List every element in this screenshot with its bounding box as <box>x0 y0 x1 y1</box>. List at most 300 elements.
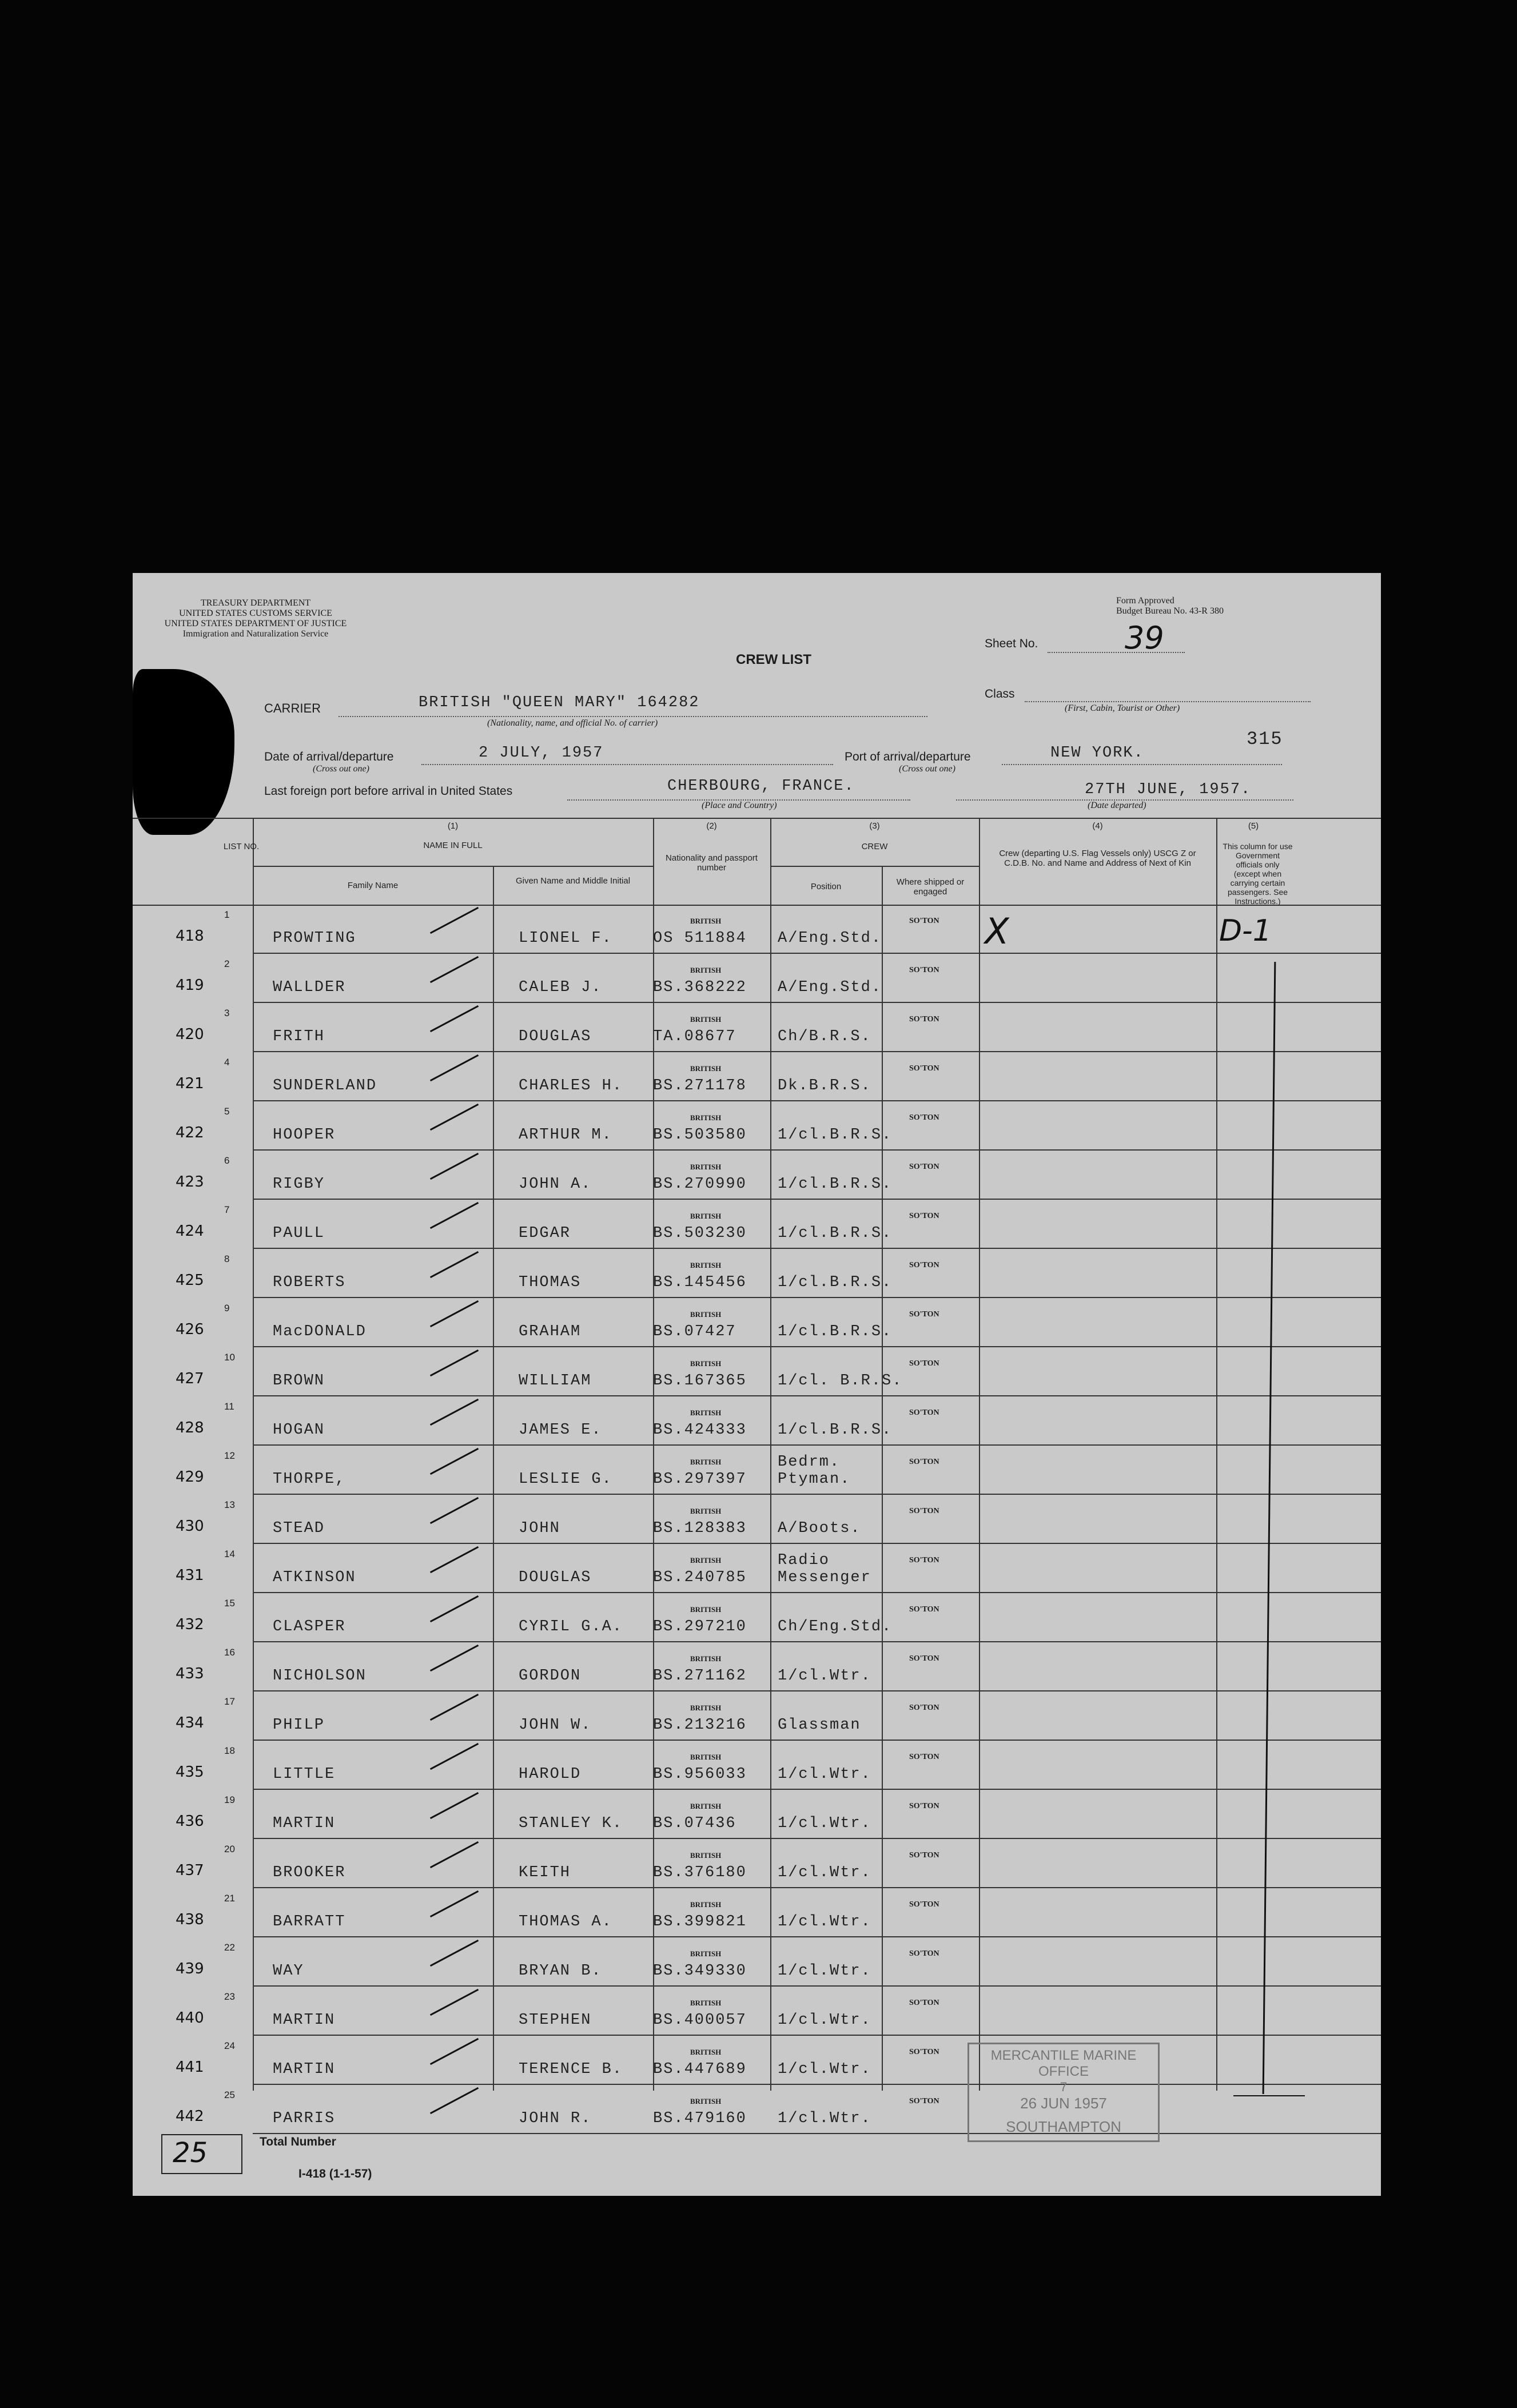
nationality: BRITISH <box>690 1949 722 1958</box>
nationality: BRITISH <box>690 1458 722 1466</box>
where-shipped: SO'TON <box>909 1556 939 1565</box>
col5-title: This column for use Government officials only (except when carrying certain passengers. See Instructions.) <box>1223 842 1293 906</box>
stamp-date: 26 JUN 1957 <box>1020 2095 1107 2112</box>
departed-hint: (Date departed) <box>1088 801 1146 810</box>
check-mark <box>430 1153 479 1180</box>
table-row <box>133 1495 1381 1544</box>
ink-blot <box>133 669 234 835</box>
where-shipped: SO'TON <box>909 1163 939 1171</box>
given-name-header: Given Name and Middle Initial <box>515 876 631 886</box>
list-number: 434 <box>176 1714 204 1732</box>
where-shipped: SO'TON <box>909 1359 939 1368</box>
total-number-label: Total Number <box>260 2135 336 2148</box>
where-shipped: SO'TON <box>909 1605 939 1614</box>
family-name: ROBERTS <box>273 1274 346 1291</box>
sheet-label: Sheet No. <box>985 637 1038 650</box>
given-name: ARTHUR M. <box>519 1127 612 1144</box>
line-number: 24 <box>224 2040 235 2051</box>
col5-ditto-end <box>1233 2095 1305 2096</box>
list-number: 424 <box>176 1223 204 1240</box>
table-row <box>133 1101 1381 1151</box>
list-number: 430 <box>176 1518 204 1535</box>
departed-value: 27TH JUNE, 1957. <box>1085 781 1252 798</box>
list-number: 419 <box>176 977 204 994</box>
check-mark <box>430 1792 479 1819</box>
passport-number: BS.503230 <box>653 1225 747 1242</box>
where-shipped: SO'TON <box>909 2097 939 2105</box>
position: 1/cl.Wtr. <box>778 1815 871 1832</box>
col2-title: Nationality and passport number <box>666 853 758 873</box>
class-label: Class <box>985 687 1015 700</box>
family-name: MARTIN <box>273 2012 336 2029</box>
passport-number: BS.240785 <box>653 1569 747 1586</box>
given-name: THOMAS <box>519 1274 582 1291</box>
given-name: LESLIE G. <box>519 1471 612 1488</box>
family-name: HOGAN <box>273 1422 325 1439</box>
class-hint: (First, Cabin, Tourist or Other) <box>1065 703 1180 713</box>
given-name: HAROLD <box>519 1766 582 1783</box>
agency-header <box>161 598 350 639</box>
given-name: KEITH <box>519 1864 571 1881</box>
line-number: 11 <box>224 1401 234 1412</box>
table-row <box>133 2036 1381 2085</box>
given-name: EDGAR <box>519 1225 571 1242</box>
form-approved: Form Approved <box>1116 596 1174 606</box>
list-number: 431 <box>176 1567 204 1584</box>
passport-number: BS.424333 <box>653 1422 747 1439</box>
nationality: BRITISH <box>690 1212 722 1220</box>
given-name: JOHN W. <box>519 1717 592 1734</box>
port-cross-hint: (Cross out one) <box>899 764 955 774</box>
port-value: NEW YORK. <box>1050 745 1144 762</box>
family-name: MacDONALD <box>273 1323 367 1340</box>
form-number: I-418 (1-1-57) <box>298 2167 372 2180</box>
arrival-date-label: Date of arrival/departure <box>264 750 394 763</box>
position: 1/cl.B.R.S. <box>778 1176 893 1193</box>
check-mark <box>430 1595 479 1622</box>
line-number: 12 <box>224 1450 235 1461</box>
passport-number: BS.271178 <box>653 1077 747 1094</box>
family-name: NICHOLSON <box>273 1667 367 1685</box>
table-row <box>133 1987 1381 2036</box>
position: 1/cl.Wtr. <box>778 2061 871 2078</box>
family-name: STEAD <box>273 1520 325 1537</box>
given-name: DOUGLAS <box>519 1569 592 1586</box>
table-row <box>133 1937 1381 1987</box>
agency-line-1: TREASURY DEPARTMENT <box>200 598 311 608</box>
family-name: WAY <box>273 1963 304 1980</box>
carrier-hint: (Nationality, name, and official No. of carrier) <box>487 718 658 728</box>
table-row <box>133 1642 1381 1691</box>
position: 1/cl.Wtr. <box>778 1963 871 1980</box>
given-name: BRYAN B. <box>519 1963 602 1980</box>
passport-number: BS.368222 <box>653 979 747 996</box>
given-name: LIONEL F. <box>519 930 612 947</box>
check-mark <box>430 2087 479 2114</box>
position: Ch/Eng.Std. <box>778 1618 893 1635</box>
line-number: 23 <box>224 1991 235 2002</box>
list-number: 436 <box>176 1813 204 1830</box>
where-shipped: SO'TON <box>909 917 939 925</box>
check-mark <box>430 1989 479 2016</box>
position: 1/cl.Wtr. <box>778 2012 871 2029</box>
line-number: 21 <box>224 1893 235 1904</box>
table-row <box>133 1790 1381 1839</box>
list-number: 421 <box>176 1075 204 1092</box>
where-shipped: SO'TON <box>909 1900 939 1909</box>
line-number: 7 <box>224 1204 230 1215</box>
list-number: 440 <box>176 2009 204 2027</box>
nationality: BRITISH <box>690 2048 722 2056</box>
family-name: RIGBY <box>273 1176 325 1193</box>
position: Dk.B.R.S. <box>778 1077 871 1094</box>
table-row <box>133 1741 1381 1790</box>
form-title: CREW LIST <box>736 652 811 667</box>
passport-number: BS.167365 <box>653 1372 747 1390</box>
where-shipped: SO'TON <box>909 1408 939 1417</box>
check-mark <box>430 1104 479 1131</box>
family-name: PAULL <box>273 1225 325 1242</box>
check-mark <box>430 1350 479 1376</box>
check-mark <box>430 1448 479 1475</box>
nationality: BRITISH <box>690 1015 722 1024</box>
col4-number: (4) <box>1092 821 1103 831</box>
family-name: PROWTING <box>273 930 356 947</box>
position: A/Eng.Std. <box>778 930 882 947</box>
nationality: BRITISH <box>690 1999 722 2007</box>
position: 1/cl.B.R.S. <box>778 1323 893 1340</box>
col2-number: (2) <box>706 821 717 831</box>
family-name: HOOPER <box>273 1127 336 1144</box>
nationality: BRITISH <box>690 1310 722 1319</box>
line-number: 2 <box>224 958 230 969</box>
given-name: WILLIAM <box>519 1372 592 1390</box>
family-name-header: Family Name <box>347 881 399 890</box>
check-mark <box>430 1546 479 1573</box>
nationality: BRITISH <box>690 1163 722 1171</box>
stamp-line-3: 7 <box>1060 2080 1068 2094</box>
table-row <box>133 905 1381 954</box>
nationality: BRITISH <box>690 1507 722 1515</box>
given-name: JOHN A. <box>519 1176 592 1193</box>
nationality: BRITISH <box>690 1851 722 1860</box>
passport-number: BS.400057 <box>653 2012 747 2029</box>
family-name: BARRATT <box>273 1913 346 1931</box>
position: Glassman <box>778 1717 861 1734</box>
arrival-date-value: 2 JULY, 1957 <box>479 745 604 762</box>
family-name: MARTIN <box>273 1815 336 1832</box>
family-name: WALLDER <box>273 979 346 996</box>
passport-number: BS.07427 <box>653 1323 736 1340</box>
check-mark <box>430 1005 479 1032</box>
given-name: STANLEY K. <box>519 1815 623 1832</box>
table-row <box>133 1888 1381 1937</box>
nationality: BRITISH <box>690 1703 722 1712</box>
given-name: STEPHEN <box>519 2012 592 2029</box>
position: A/Boots. <box>778 1520 861 1537</box>
passport-number: BS.479160 <box>653 2110 747 2127</box>
passport-number: BS.07436 <box>653 1815 736 1832</box>
nationality: BRITISH <box>690 1753 722 1761</box>
table-row <box>133 954 1381 1003</box>
last-port-label: Last foreign port before arrival in United States <box>264 785 513 798</box>
passport-number: BS.270990 <box>653 1176 747 1193</box>
position: 1/cl.Wtr. <box>778 2110 871 2127</box>
line-number: 20 <box>224 1844 235 1854</box>
last-port-value: CHERBOURG, FRANCE. <box>667 778 855 795</box>
col5-mark: D-1 <box>1219 914 1272 948</box>
col4-mark: X <box>985 910 1009 952</box>
nationality: BRITISH <box>690 1408 722 1417</box>
where-shipped: SO'TON <box>909 1654 939 1663</box>
position: Bedrm. Ptyman. <box>778 1454 851 1488</box>
family-name: THORPE, <box>273 1471 346 1488</box>
where-shipped: SO'TON <box>909 1703 939 1712</box>
check-mark <box>430 907 479 934</box>
position: 1/cl.B.R.S. <box>778 1274 893 1291</box>
table-row <box>133 1151 1381 1200</box>
table-row <box>133 1544 1381 1593</box>
list-number: 418 <box>176 928 204 945</box>
nationality: BRITISH <box>690 966 722 974</box>
budget-bureau: Budget Bureau No. 43-R 380 <box>1116 606 1224 616</box>
list-number: 423 <box>176 1173 204 1191</box>
list-number: 432 <box>176 1616 204 1633</box>
check-mark <box>430 1645 479 1671</box>
list-number: 435 <box>176 1764 204 1781</box>
arrival-cross-hint: (Cross out one) <box>313 764 369 774</box>
line-number: 15 <box>224 1598 235 1609</box>
passport-number: BS.956033 <box>653 1766 747 1783</box>
passport-number: BS.213216 <box>653 1717 747 1734</box>
line-number: 3 <box>224 1008 230 1018</box>
passport-number: BS.503580 <box>653 1127 747 1144</box>
line-number: 4 <box>224 1057 230 1068</box>
check-mark <box>430 1841 479 1868</box>
position: 1/cl.Wtr. <box>778 1913 871 1931</box>
agency-line-3: UNITED STATES DEPARTMENT OF JUSTICE <box>164 619 347 628</box>
where-shipped: SO'TON <box>909 1753 939 1761</box>
position: 1/cl. B.R.S. <box>778 1372 903 1390</box>
family-name: BROWN <box>273 1372 325 1390</box>
where-shipped: SO'TON <box>909 2048 939 2056</box>
nationality: BRITISH <box>690 1359 722 1368</box>
col1-number: (1) <box>447 821 459 831</box>
total-box <box>161 2134 242 2174</box>
list-number: 429 <box>176 1468 204 1486</box>
given-name: CYRIL G.A. <box>519 1618 623 1635</box>
where-shipped: SO'TON <box>909 1113 939 1122</box>
table-row <box>133 1200 1381 1249</box>
line-number: 17 <box>224 1696 235 1707</box>
table-row <box>133 1691 1381 1741</box>
list-number: 438 <box>176 1911 204 1928</box>
given-name: JOHN R. <box>519 2110 592 2127</box>
passport-number: TA.08677 <box>653 1028 736 1045</box>
passport-number: BS.128383 <box>653 1520 747 1537</box>
nationality: BRITISH <box>690 2097 722 2105</box>
col5-number: (5) <box>1248 821 1259 831</box>
list-number: 439 <box>176 1960 204 1977</box>
check-mark <box>430 1890 479 1917</box>
check-mark <box>430 1300 479 1327</box>
nationality: BRITISH <box>690 1802 722 1810</box>
position: 1/cl.B.R.S. <box>778 1127 893 1144</box>
table-row <box>133 1298 1381 1347</box>
table-row <box>133 1839 1381 1888</box>
given-name: JAMES E. <box>519 1422 602 1439</box>
given-name: THOMAS A. <box>519 1913 612 1931</box>
family-name: LITTLE <box>273 1766 336 1783</box>
list-number: 425 <box>176 1272 204 1289</box>
check-mark <box>430 1399 479 1426</box>
line-number: 19 <box>224 1794 235 1805</box>
port-label: Port of arrival/departure <box>845 750 971 763</box>
check-mark <box>430 1251 479 1278</box>
given-name: GORDON <box>519 1667 582 1685</box>
check-mark <box>430 956 479 983</box>
nationality: BRITISH <box>690 1605 722 1614</box>
position: 1/cl.B.R.S. <box>778 1225 893 1242</box>
where-shipped-header: Where shipped or engaged <box>896 877 965 897</box>
family-name: FRITH <box>273 1028 325 1045</box>
table-row <box>133 1446 1381 1495</box>
check-mark <box>430 1694 479 1721</box>
passport-number: BS.297210 <box>653 1618 747 1635</box>
nationality: BRITISH <box>690 1900 722 1909</box>
nationality: BRITISH <box>690 1261 722 1269</box>
stamp-line-1: MERCANTILE MARINE <box>990 2048 1137 2063</box>
line-number: 1 <box>224 909 230 920</box>
passport-number: BS.399821 <box>653 1913 747 1931</box>
passport-number: BS.376180 <box>653 1864 747 1881</box>
check-mark <box>430 2038 479 2065</box>
crew-list-form <box>133 573 1381 2196</box>
table-row <box>133 1003 1381 1052</box>
given-name: CHARLES H. <box>519 1077 623 1094</box>
table-row <box>133 2085 1381 2134</box>
nationality: BRITISH <box>690 917 722 925</box>
position: 1/cl.B.R.S. <box>778 1422 893 1439</box>
where-shipped: SO'TON <box>909 1507 939 1515</box>
carrier-value: BRITISH "QUEEN MARY" 164282 <box>419 694 700 711</box>
where-shipped: SO'TON <box>909 1949 939 1958</box>
check-mark <box>430 1940 479 1967</box>
nationality: BRITISH <box>690 1654 722 1663</box>
agency-line-4: Immigration and Naturalization Service <box>182 629 329 639</box>
list-number: 433 <box>176 1665 204 1682</box>
position: Radio Messenger <box>778 1552 871 1586</box>
col3-number: (3) <box>869 821 880 831</box>
stamp-line-2: OFFICE <box>1038 2064 1089 2079</box>
given-name: DOUGLAS <box>519 1028 592 1045</box>
stamp-line-5: SOUTHAMPTON <box>1006 2118 1121 2135</box>
given-name: GRAHAM <box>519 1323 582 1340</box>
last-port-hint: (Place and Country) <box>702 801 777 810</box>
list-number: 427 <box>176 1370 204 1387</box>
passport-number: BS.297397 <box>653 1471 747 1488</box>
passport-number: BS.447689 <box>653 2061 747 2078</box>
family-name: PARRIS <box>273 2110 336 2127</box>
line-number: 9 <box>224 1303 230 1314</box>
line-number: 6 <box>224 1155 230 1166</box>
family-name: MARTIN <box>273 2061 336 2078</box>
agency-line-2: UNITED STATES CUSTOMS SERVICE <box>179 608 332 618</box>
stamped-number: 315 <box>1247 729 1283 750</box>
nationality: BRITISH <box>690 1113 722 1122</box>
passport-number: BS.349330 <box>653 1963 747 1980</box>
list-number: 420 <box>176 1026 204 1043</box>
list-number: 428 <box>176 1419 204 1436</box>
table-row <box>133 1052 1381 1101</box>
position: 1/cl.Wtr. <box>778 1864 871 1881</box>
family-name: SUNDERLAND <box>273 1077 377 1094</box>
table-row <box>133 1593 1381 1642</box>
line-number: 22 <box>224 1942 235 1953</box>
list-number: 441 <box>176 2059 204 2076</box>
col3-title: CREW <box>861 842 888 851</box>
table-row <box>133 1396 1381 1446</box>
list-number: 442 <box>176 2108 204 2125</box>
office-stamp <box>967 2043 1160 2142</box>
given-name: TERENCE B. <box>519 2061 623 2078</box>
family-name: BROOKER <box>273 1864 346 1881</box>
where-shipped: SO'TON <box>909 1261 939 1269</box>
list-number: 426 <box>176 1321 204 1338</box>
nationality: BRITISH <box>690 1556 722 1565</box>
nationality: BRITISH <box>690 1064 722 1073</box>
check-mark <box>430 1054 479 1081</box>
passport-number: BS.145456 <box>653 1274 747 1291</box>
position: A/Eng.Std. <box>778 979 882 996</box>
where-shipped: SO'TON <box>909 1802 939 1810</box>
line-number: 10 <box>224 1352 235 1363</box>
position: 1/cl.Wtr. <box>778 1667 871 1685</box>
position: 1/cl.Wtr. <box>778 1766 871 1783</box>
where-shipped: SO'TON <box>909 1851 939 1860</box>
sheet-number: 39 <box>1125 620 1164 656</box>
check-mark <box>430 1497 479 1524</box>
col4-title: Crew (departing U.S. Flag Vessels only) USCG Z or C.D.B. No. and Name and Address of Next of Kin <box>999 849 1196 868</box>
position: Ch/B.R.S. <box>778 1028 871 1045</box>
total-number-value: 25 <box>173 2137 208 2169</box>
line-number: 16 <box>224 1647 235 1658</box>
family-name: CLASPER <box>273 1618 346 1635</box>
line-number: 25 <box>224 2089 235 2100</box>
where-shipped: SO'TON <box>909 1212 939 1220</box>
where-shipped: SO'TON <box>909 1999 939 2007</box>
where-shipped: SO'TON <box>909 1458 939 1466</box>
position-header: Position <box>810 882 842 891</box>
line-number: 18 <box>224 1745 235 1756</box>
given-name: CALEB J. <box>519 979 602 996</box>
check-mark <box>430 1202 479 1229</box>
line-number: 14 <box>224 1549 235 1559</box>
line-number: 5 <box>224 1106 230 1117</box>
table-row <box>133 1249 1381 1298</box>
where-shipped: SO'TON <box>909 1064 939 1073</box>
line-number: 8 <box>224 1253 230 1264</box>
where-shipped: SO'TON <box>909 1015 939 1024</box>
list-no-header: LIST NO. <box>223 842 260 851</box>
carrier-label: CARRIER <box>264 701 321 715</box>
where-shipped: SO'TON <box>909 1310 939 1319</box>
col1-title: NAME IN FULL <box>423 841 483 850</box>
given-name: JOHN <box>519 1520 560 1537</box>
table-row <box>133 1347 1381 1396</box>
passport-number: BS.271162 <box>653 1667 747 1685</box>
where-shipped: SO'TON <box>909 966 939 974</box>
